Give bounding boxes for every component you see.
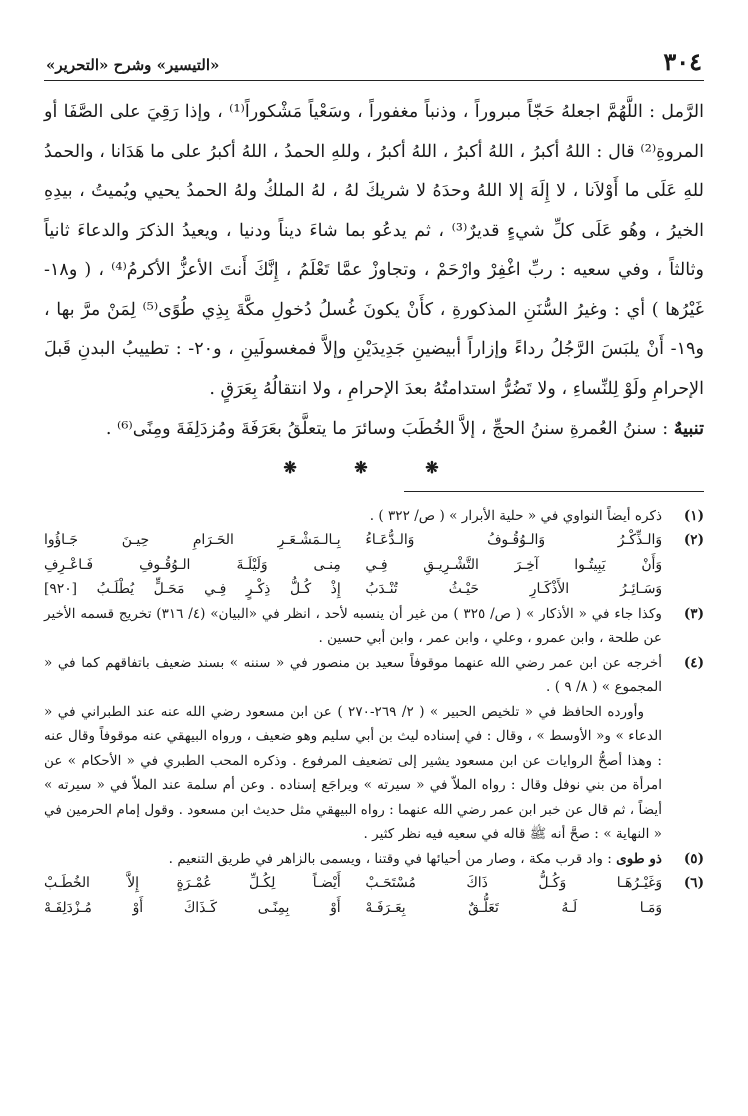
verse-first-hemistich: وَالـذِّكْـرُ وَالـوُقُـوفُ وَالـدُّعَـاءُ	[365, 532, 662, 548]
verse-table	[44, 528, 662, 602]
footnote-text	[44, 847, 662, 872]
footnote-6	[44, 871, 704, 920]
book-page	[44, 47, 705, 920]
footnote-4	[44, 651, 704, 700]
footnote-text: وكذا جاء في « الأذكار » ( ص/ ٣٢٥ ) من غير أن ينسبه لأحد ، انظر في «البيان» (٤/ ٣١٦) تخريج قسمه الأخير عن طلحة ، وابن عمرو ، وعلي ، وابن عمر ، وابن أبي حسين .	[44, 605, 662, 646]
tanbih-text: : سننُ العُمرةِ سننُ الحجِّ ، إلاَّ الخُطَبَ وسائرَ ما يتعلَّقُ بعَرَفَةَ ومُزدَلِفَةَ ومِنًى⁽⁶⁾ .	[105, 419, 669, 439]
verse-line	[44, 871, 662, 896]
verse-second-hemistich: مِنـى وَلَيْلَـةَ الـوُقُـوفِ فَـاعْـرِفِ	[44, 556, 341, 573]
footnote-term: ذو طوى	[616, 850, 662, 867]
footnote-separator-line	[404, 491, 704, 492]
verse-line	[44, 528, 662, 553]
footnote-text: أخرجه عن ابن عمر رضي الله عنهما موقوفاً سعيد بن منصور في « سننه » بسند ضعيف باتفاقهم كما في « المجموع » ( ٨/ ٩ ) .	[44, 654, 662, 695]
footnote-number: (٦)	[683, 875, 704, 891]
verse-first-hemistich: وَمَـا لَـهُ تَعَلُّـقٌ بِعَـرَفَـهْ	[365, 899, 662, 916]
page-header	[44, 47, 704, 81]
footnote-number: (٥)	[683, 850, 704, 867]
verse-line	[44, 577, 662, 602]
verse-first-hemistich: وَسَـائِـرُ الأَذْكَـارِ حَيْـثُ تُنْـدَبُ	[365, 581, 662, 597]
footnote-3	[44, 602, 704, 651]
verse-second-hemistich: أَيْضـاً لِكُـلِّ عُمْـرَةٍ إِلاَّ الخُطَـبْ	[44, 875, 341, 891]
footnote-verses	[44, 871, 662, 920]
footnote-2	[44, 528, 704, 602]
footnote-text: ذكره أيضاً النواوي في « حلية الأبرار » ( ص/ ٣٢٢ ) .	[369, 507, 662, 524]
verse-second-hemistich: بِـالـمَشْـعَـرِ الحَـرَامِ حِيـنَ جَـاؤُوا	[44, 532, 341, 548]
footnote-4-continuation: وأورده الحافظ في « تلخيص الحبير » ( ٢/ ٢٦٩-٢٧٠ ) عن ابن مسعود رضي الله عنه عند الطبراني في « الدعاء » و« الأوسط » ، وقال : في إسناده ليث بن أبي سليم وهو ضعيف ، ورواه البيهقي عنه موقوفاً وقال عنه : وهذا أصحُّ الروايات عن ابن مسعود يشير إلى تضعيف المرفوع . وذكره المحب الطبري في « الأحكام » عن امرأة من بني نوفل وقال : رواه الملاّ في « سيرته » ويراجَع إسناده . وعن أم سلمة عند الملاّ في « سيرته » أيضاً ، ثم قال عن خبر ابن عمر رضي الله عنهما : رواه البيهقي مثل حديث ابن مسعود . وقول إمام الحرمين في « النهاية » : صحَّ أنه ﷺ قاله في سعيه فيه نظر كثير .	[44, 703, 662, 842]
section-separator-stars: ❋ ❋ ❋	[283, 457, 465, 477]
tanbih-paragraph	[44, 409, 704, 450]
verse-line	[44, 553, 662, 578]
footnote-number: (٢)	[683, 532, 704, 548]
verse-table	[44, 871, 662, 920]
footnote-5	[44, 847, 704, 872]
main-paragraph: الرَّمل : اللَّهُمَّ اجعلهُ حَجّاً مبروراً ، وذنباً مغفوراً ، وسَعْياً مَشْكوراً⁽¹⁾ ، وإذا رَقِيَ على الصَّفَا أو المروةِ⁽²⁾ قال : اللهُ أكبرُ ، اللهُ أكبرُ ، اللهُ أكبرُ ، وللهِ الحمدُ ، اللهُ أكبرُ على ما هَدَانا ، والحمدُ للهِ عَلَى ما أَوْلاَنا ، لا إِلَهَ إلا اللهُ وحدَهُ لا شريكَ لهُ ، لهُ الملكُ ولهُ الحمدُ يحيي ويُميتُ ، بيدِهِ الخيرُ ، وهُو عَلَى كلِّ شيءٍ قديرٌ⁽³⁾ ، ثم يدعُو بما شاءَ ديناً ودنيا ، ويعيدُ الذكرَ والدعاءَ ثانياً وثالثاً ، وفي سعيه : ربِّ اغْفِرْ وارْحَمْ ، وتجاوزْ عمَّا تَعْلَمُ ، إِنَّكَ أَنتَ الأعزُّ الأكرمُ⁽⁴⁾ ، ( و١٨- غَيْرُها ) أي : وغيرُ السُّنَنِ المذكورةِ ، كأَنْ يكونَ غُسلُ دُخولِ مكَّةَ بِذِي طُوًى⁽⁵⁾ لِمَنْ مرَّ بها ، و١٩- أَنْ يلبَسَ الرَّجُلُ رداءً وإزاراً أبيضينِ جَدِيدَيْنِ وإلاَّ فمغسولَينِ ، و٢٠- : تطييبُ البدنِ قَبلَ الإحرامِ ولَوْ لِلنِّساءِ ، ولا تَضُرُّ استدامتُهُ بعدَ الإحرامِ ، ولا انتقالُهُ بِعَرَقٍ .	[44, 102, 705, 399]
verse-first-hemistich: وَأَنْ يَبِيتُـوا آخِـرَ التَّشْـرِيـقِ فِـي	[365, 556, 662, 573]
footnote-verses	[44, 528, 662, 602]
footnote-1	[44, 504, 704, 529]
footnote-number: (٣)	[683, 605, 704, 622]
running-title: «التيسير» وشرح «التحرير»	[46, 56, 220, 74]
verse-first-hemistich: وَغَيْـرُهَـا وَكُـلُّ ذَاكَ مُسْتَحَـبْ	[365, 875, 662, 891]
verse-second-hemistich: أَوْ بِمِنًـى كَـذَاكَ أَوْ مُـزْدَلِفَـهْ	[44, 899, 341, 916]
footnote-number: (١)	[683, 507, 704, 524]
page-number: ٣٠٤	[663, 47, 702, 76]
verse-line	[44, 896, 662, 921]
footnote-definition: : واد قرب مكة ، وصار من أحيائها في وقتنا ، ويسمى بالزاهر في طريق التنعيم .	[168, 850, 612, 867]
tanbih-label: تنبيهٌ	[673, 418, 704, 439]
footnote-number: (٤)	[683, 654, 704, 671]
footnotes	[44, 504, 704, 921]
verse-second-hemistich: إِذْ كُـلُّ ذِكْـرٍ فِـي مَحَـلٍّ يُطْلَـبُ [٩٢٠]	[44, 581, 341, 597]
